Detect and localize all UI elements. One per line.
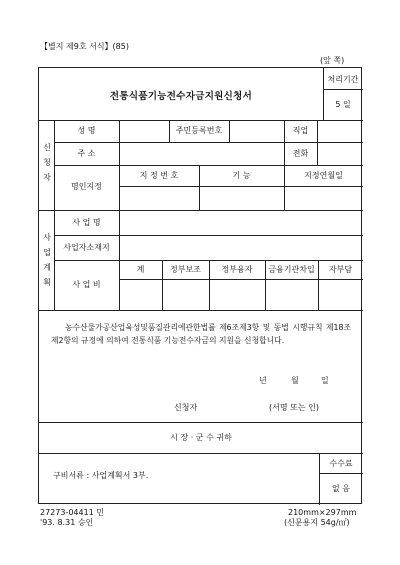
business-location-field[interactable] bbox=[120, 236, 362, 259]
cost-col-bank-loan: 금융기관차입 bbox=[268, 265, 315, 274]
paper-spec: (신문용지 54g/㎡) bbox=[284, 518, 350, 527]
address-label: 주 소 bbox=[77, 149, 96, 158]
phone-label: 전화 bbox=[292, 149, 309, 158]
cost-col-gov-loan: 정부융자 bbox=[221, 265, 253, 274]
designation-label: 명인지정 bbox=[71, 182, 102, 191]
plan-section-label: 사업계획 bbox=[43, 233, 51, 287]
paper-size: 210mm×297mm bbox=[288, 508, 357, 517]
applicant-section-label: 신청자 bbox=[43, 143, 51, 182]
fee-value: 없 음 bbox=[332, 484, 350, 493]
designation-skill-field[interactable] bbox=[200, 187, 283, 209]
cost-self-field[interactable] bbox=[319, 280, 362, 309]
job-field[interactable] bbox=[318, 121, 362, 141]
processing-period-value: 5 일 bbox=[335, 100, 351, 109]
signature-label: 신청자 bbox=[174, 403, 198, 412]
recipient-line: 시 장 · 군 수 귀하 bbox=[170, 433, 232, 442]
phone-field[interactable] bbox=[318, 143, 362, 164]
name-field[interactable] bbox=[120, 121, 168, 141]
business-location-label: 사업자소재지 bbox=[63, 243, 110, 252]
page-side-label: (앞 쪽) bbox=[320, 56, 345, 65]
approval-date: '93. 8.31 승인 bbox=[40, 518, 94, 527]
cost-col-gov-subsidy: 정부보조 bbox=[170, 265, 201, 274]
job-label: 직업 bbox=[292, 126, 309, 135]
cost-col-total: 계 bbox=[136, 265, 145, 274]
fee-label: 수수료 bbox=[329, 459, 353, 468]
application-form bbox=[38, 67, 362, 504]
application-statement: 농수산물가공산업육성및품질관리에관한법률 제6조제3항 및 동법 시행규칙 제18조제2항의 규정에 의하여 전통식품 기능전수자금의 지원을 신청합니다. bbox=[51, 323, 351, 345]
designation-number-label: 지 정 번 호 bbox=[139, 171, 179, 180]
processing-period-label: 처리기간 bbox=[327, 75, 359, 84]
cost-total-field[interactable] bbox=[120, 280, 161, 309]
rrn-field[interactable] bbox=[230, 121, 283, 141]
attachments-note: 구비서류 : 사업계획서 3부. bbox=[53, 471, 149, 480]
designation-date-field[interactable] bbox=[285, 187, 362, 209]
address-field[interactable] bbox=[120, 143, 283, 164]
form-code: 27273-04411 민 bbox=[40, 508, 105, 517]
cost-gov-subsidy-field[interactable] bbox=[163, 280, 208, 309]
cost-label: 사 업 비 bbox=[72, 280, 101, 289]
date-month: 월 bbox=[291, 376, 299, 385]
designation-skill-label: 기 능 bbox=[232, 171, 251, 180]
date-year: 년 bbox=[259, 376, 267, 385]
name-label: 성 명 bbox=[77, 126, 96, 135]
cost-col-self: 자부담 bbox=[328, 265, 353, 274]
signature-note: (서명 또는 인) bbox=[269, 403, 319, 412]
business-name-label: 사 업 명 bbox=[72, 218, 101, 227]
date-day: 일 bbox=[321, 376, 329, 385]
form-reference: 【별지 제9호 서식】(85) bbox=[40, 42, 129, 51]
cost-bank-loan-field[interactable] bbox=[266, 280, 317, 309]
designation-number-field[interactable] bbox=[120, 187, 198, 209]
form-title: 전통식품기능전수자금지원신청서 bbox=[109, 91, 253, 102]
rrn-label: 주민등록번호 bbox=[175, 126, 223, 135]
cost-gov-loan-field[interactable] bbox=[210, 280, 264, 309]
business-name-field[interactable] bbox=[120, 211, 362, 234]
designation-date-label: 지정연월일 bbox=[304, 171, 343, 180]
signature-field[interactable] bbox=[209, 398, 259, 416]
